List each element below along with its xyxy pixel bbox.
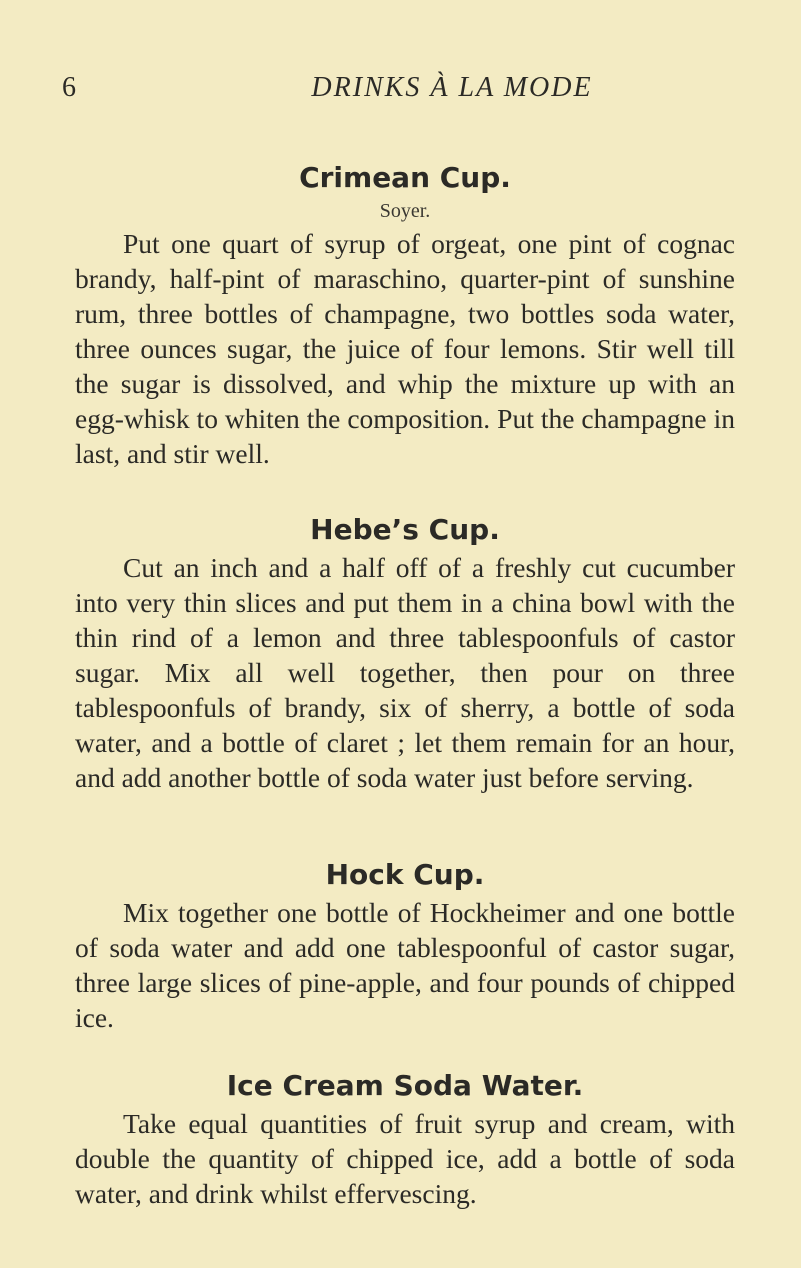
page-header: [62, 72, 742, 116]
recipe-body: Take equal quantities of fruit syrup and cream, with double the quantity of chipped ice, add a bottle of soda water, and drink whilst effervescing.: [75, 1108, 735, 1209]
running-title: DRINKS À LA MODE: [311, 72, 593, 103]
recipe-crimean-cup: [75, 160, 735, 471]
page-number: 6: [62, 72, 76, 103]
recipe-source: Soyer.: [379, 200, 431, 222]
recipe-title: Hebe’s Cup.: [310, 513, 500, 546]
recipe-body: Cut an inch and a half off of a freshly cut cucumber into very thin slices and put them in a china bowl with the thin rind of a lemon and three tablespoonfuls of castor sugar. Mix all well together, then pour on three tablespoonfuls of brandy, six of sherry, a bottle of soda water, and a bottle of claret ; let them remain for an hour, and add another bottle of soda water just before serving.: [75, 552, 735, 793]
recipe-ice-cream-soda-water: [75, 1068, 735, 1211]
recipe-body: Put one quart of syrup of orgeat, one pint of cognac brandy, half-pint of maraschino, quarter-pint of sunshine rum, three bottles of champagne, two bottles soda water, three ounces sugar, the juice of four lemons. Stir well till the sugar is dissolved, and whip the mixture up with an egg-whisk to whiten the composition. Put the champagne in last, and stir well.: [75, 228, 735, 469]
recipe-hebes-cup: [75, 512, 735, 795]
recipe-body: Mix together one bottle of Hockheimer and one bottle of soda water and add one tablespoonful of castor sugar, three large slices of pine-apple, and four pounds of chipped ice.: [75, 897, 735, 1033]
recipe-title: Hock Cup.: [325, 858, 485, 891]
recipe-title: Ice Cream Soda Water.: [226, 1069, 584, 1102]
recipe-title: Crimean Cup.: [299, 161, 511, 194]
recipe-hock-cup: [75, 857, 735, 1035]
